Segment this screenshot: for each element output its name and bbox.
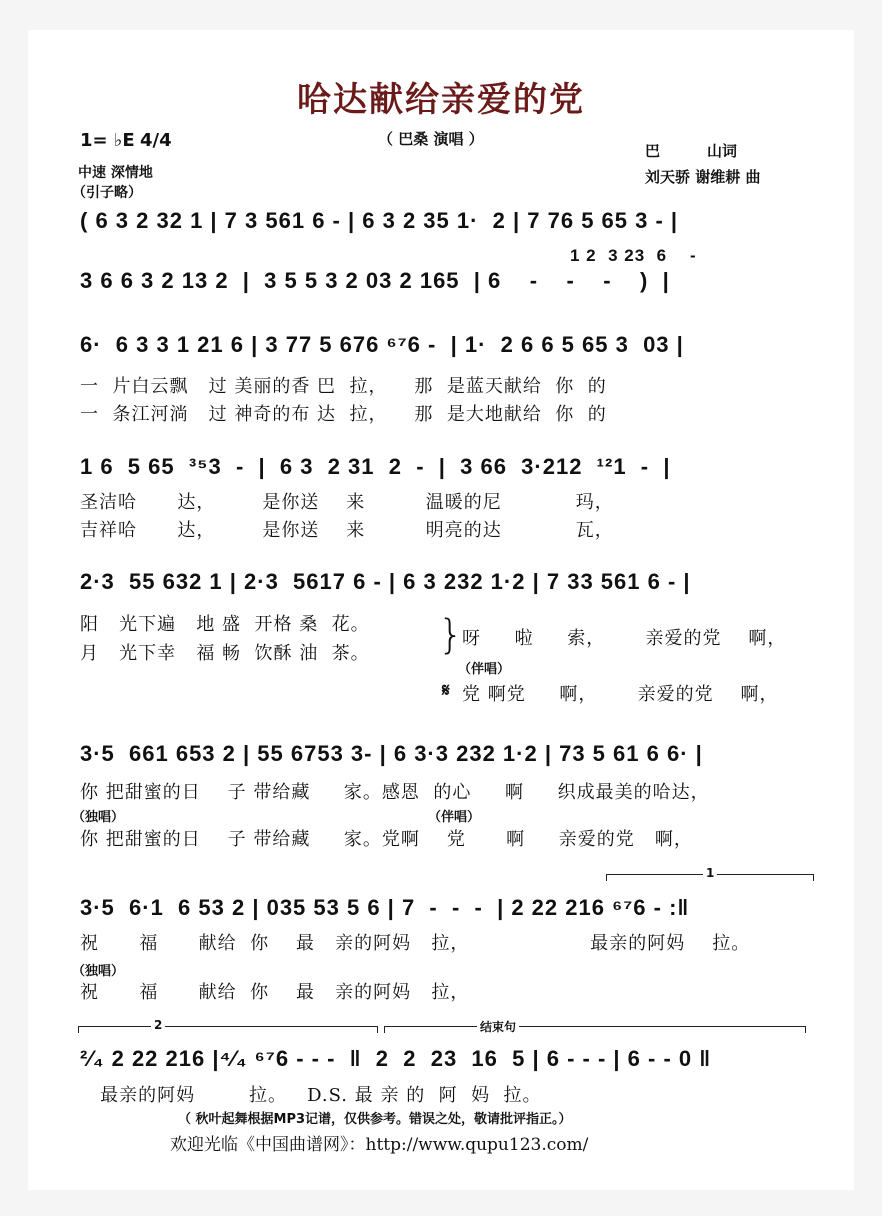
lyric-verse-2: 吉祥哈 达， 是你送 来 明亮的达 瓦，: [80, 520, 614, 541]
lyric-solo-2: 祝 福 献给 你 最 亲的阿妈 拉，: [80, 982, 470, 1003]
lyric-verse-2: 一 条江河淌 过 神奇的布 达 拉， 那 是大地献给 你 的: [80, 404, 607, 425]
tempo-marking: 中速 深情地: [78, 165, 153, 181]
transcriber-note: （ 秋叶起舞根据MP3记谱，仅供参考。错误之处，敬请批评指正。）: [178, 1112, 572, 1127]
notation-row-5: 2·3 55 632 1 | 2·3 5617 6 - | 6 3 232 1·2 | 7 33 561 6 - |: [80, 569, 691, 594]
solo-label: （独唱）: [72, 964, 125, 979]
notation-row-1: ( 6 3 2 32 1 | 7 3 561 6 - | 6 3 2 35 1· 2 | 7 76 5 65 3 - |: [80, 208, 679, 233]
solo-label: （独唱）: [72, 810, 125, 825]
intro-note: （引子略）: [72, 185, 142, 201]
notation-row-4: 1 6 5 65 ³⁵3 - | 6 3 2 31 2 - | 3 66 3·212 ¹²1 - |: [80, 454, 671, 479]
chorus-lyric-b: 党 啊党 啊， 亲爱的党 啊，: [462, 684, 779, 705]
lyric-ending: 最亲的阿妈 拉。 D.S. 最 亲 的 阿 妈 拉。: [80, 1085, 542, 1106]
ending-bracket: [384, 1020, 806, 1034]
lyric-accompaniment: 你 把甜蜜的日 子 带给藏 家。党啊 党 啊 亲爱的党 啊，: [80, 829, 693, 850]
accompaniment-label: （伴唱）: [428, 810, 481, 825]
volta-2-label: 2: [151, 1018, 165, 1032]
notation-row-2-upper: 1 2 3 23 6 -: [570, 246, 697, 265]
notation-row-8: ²⁄₄ 2 22 216 |⁴⁄₄ ⁶⁷6 - - - ‖ 2 2 23 16 5 | 6 - - - | 6 - - 0 ‖: [80, 1046, 712, 1071]
notation-row-6: 3·5 661 653 2 | 55 6753 3- | 6 3·3 232 1·2 | 73 5 61 6 6· |: [80, 741, 703, 766]
volta-1-bracket: [606, 866, 814, 881]
lyric-verse-1: 一 片白云飘 过 美丽的香 巴 拉， 那 是蓝天献给 你 的: [80, 376, 607, 397]
website-link[interactable]: 欢迎光临《中国曲谱网》：http://www.qupu123.com/: [170, 1135, 589, 1155]
time-signature: 4/4: [140, 130, 172, 151]
composer: 刘天骄 谢维耕 曲: [645, 168, 761, 186]
lyric-verse-1: 圣洁哈 达， 是你送 来 温暖的尼 玛，: [80, 492, 614, 513]
notation-row-7: 3·5 6·1 6 53 2 | 035 53 5 6 | 7 - - - | 2 22 216 ⁶⁷6 - :‖: [80, 895, 690, 920]
lyric-verse-2: 月 光下幸 福 畅 饮酥 油 茶。: [80, 643, 370, 664]
song-title: 哈达献给亲爱的党: [297, 80, 585, 120]
lyric-solo: 你 把甜蜜的日 子 带给藏 家。感恩 的心 啊 织成最美的哈达，: [80, 782, 710, 803]
accompaniment-label: （伴唱）: [458, 662, 511, 677]
notation-row-2: 3 6 6 3 2 13 2 | 3 5 5 3 2 03 2 165 | 6 - - - ) |: [80, 268, 670, 293]
segno-icon: 𝄋: [442, 680, 450, 701]
lyric-verse-1: 阳 光下遍 地 盛 开格 桑 花。: [80, 614, 370, 635]
performer: （ 巴桑 演唱 ）: [378, 130, 484, 148]
chorus-lyric-a: 呀 啦 索， 亲爱的党 啊，: [462, 628, 787, 649]
verse-brace: }: [438, 612, 464, 658]
volta-1-label: 1: [703, 866, 717, 880]
lyric-solo: 祝 福 献给 你 最 亲的阿妈 拉， 最亲的阿妈 拉。: [80, 933, 751, 954]
key-signature: 1= ♭E: [80, 130, 135, 151]
volta-2-bracket: [78, 1018, 378, 1033]
notation-row-3: 6· 6 3 3 1 21 6 | 3 77 5 676 ⁶⁷6 - | 1· 2 6 6 5 65 3 03 |: [80, 332, 684, 357]
lyricist: 巴 山词: [645, 142, 737, 160]
ending-label: 结束句: [477, 1018, 519, 1035]
